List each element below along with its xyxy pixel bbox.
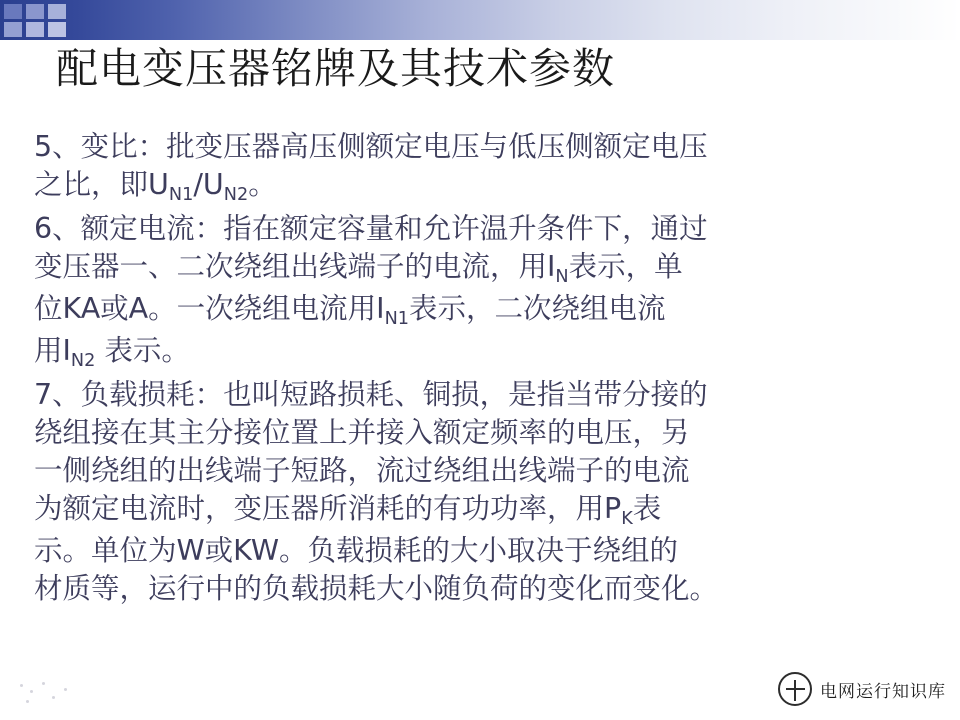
item6-line3b: 表示，二次绕组电流 xyxy=(409,292,666,325)
page-title: 配电变压器铭牌及其技术参数 xyxy=(56,44,616,93)
item6-sub-n: N xyxy=(555,266,569,287)
item5-slash: /U xyxy=(193,168,224,201)
artifact-dot xyxy=(20,684,23,687)
item6-line4a: 用I xyxy=(34,334,71,367)
item6-line4b: 表示。 xyxy=(95,334,190,367)
header-gradient-band xyxy=(0,0,960,40)
list-item-5 xyxy=(34,128,934,208)
item6-line1: 6、额定电流：指在额定容量和允许温升条件下，通过 xyxy=(34,212,708,245)
artifact-dot xyxy=(42,682,45,685)
item6-sub-n1: N1 xyxy=(384,308,410,329)
artifact-dot xyxy=(64,688,67,691)
decorative-squares xyxy=(0,0,120,40)
item7-line3: 一侧绕组的出线端子短路，流过绕组出线端子的电流 xyxy=(34,454,690,487)
decor-square xyxy=(26,22,44,37)
item7-line4a: 为额定电流时，变压器所消耗的有功功率，用P xyxy=(34,492,622,525)
item5-end: 。 xyxy=(248,168,277,201)
item6-line2b: 表示，单 xyxy=(568,250,683,283)
item7-line4b: 表 xyxy=(632,492,662,525)
item7-line1: 7、负载损耗：也叫短路损耗、铜损，是指当带分接的 xyxy=(34,378,708,411)
item7-line2: 绕组接在其主分接位置上并接入额定频率的电压，另 xyxy=(34,416,690,449)
item5-line2a: 之比，即U xyxy=(34,168,169,201)
list-item-6 xyxy=(34,210,934,374)
item6-sub-n2: N2 xyxy=(70,350,96,371)
item6-line3a: 位KA或A。一次绕组电流用I xyxy=(34,292,385,325)
slide-body xyxy=(34,128,934,610)
item7-line5: 示。单位为W或KW。负载损耗的大小取决于绕组的 xyxy=(34,534,679,567)
list-item-7 xyxy=(34,376,934,608)
artifact-dot xyxy=(52,696,55,699)
watermark xyxy=(778,672,946,706)
watermark-label: 电网运行知识库 xyxy=(820,681,946,702)
decor-square xyxy=(48,22,66,37)
decor-square xyxy=(4,22,22,37)
item5-line1: 5、变比：批变压器高压侧额定电压与低压侧额定电压 xyxy=(34,130,708,163)
item5-sub-n1: N1 xyxy=(168,184,194,205)
artifact-dot xyxy=(26,700,29,703)
decor-square xyxy=(48,4,66,19)
scan-artifact-dots xyxy=(18,680,78,706)
decor-square xyxy=(26,4,44,19)
item7-sub-k: K xyxy=(621,508,633,529)
artifact-dot xyxy=(30,690,33,693)
item6-line2a: 变压器一、二次绕组出线端子的电流，用I xyxy=(34,250,556,283)
wechat-official-account-icon xyxy=(778,672,812,706)
item7-line6: 材质等，运行中的负载损耗大小随负荷的变化而变化。 xyxy=(34,572,719,605)
item5-sub-n2: N2 xyxy=(223,184,249,205)
decor-square xyxy=(4,4,22,19)
